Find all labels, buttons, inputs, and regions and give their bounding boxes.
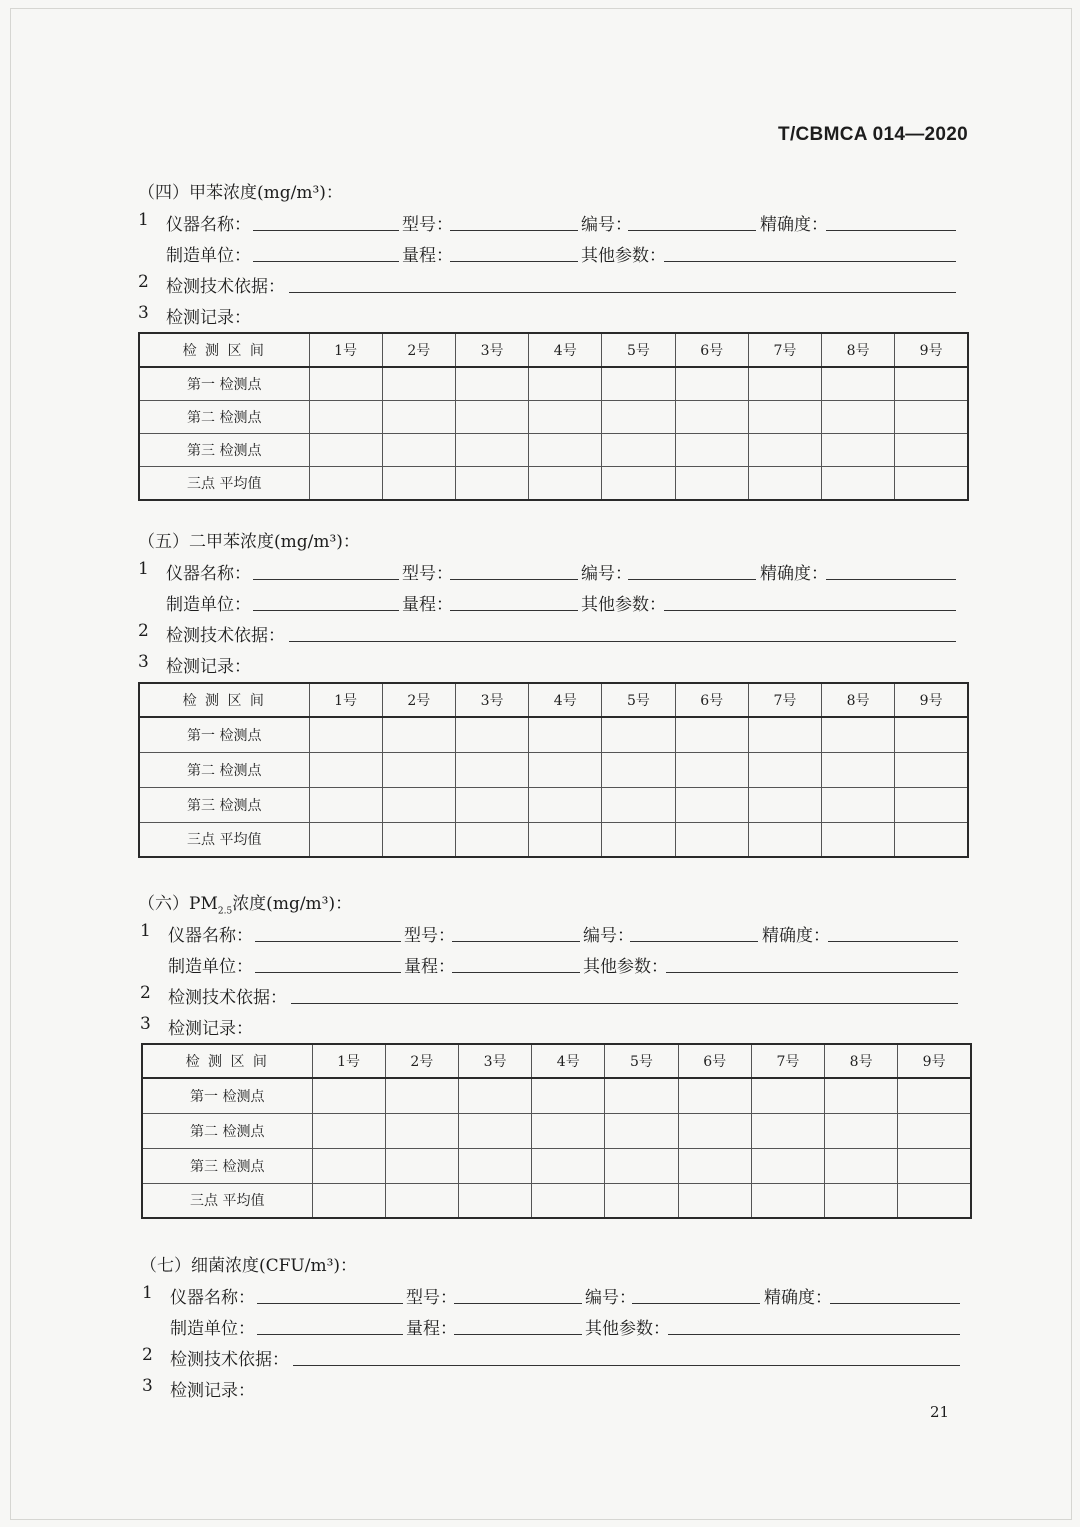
range-label: 量程：	[406, 1319, 457, 1339]
item-number: 1	[138, 559, 149, 579]
table-cell[interactable]	[825, 1148, 898, 1183]
table-cell[interactable]	[895, 787, 968, 822]
table-cell[interactable]	[458, 1113, 531, 1148]
table-cell[interactable]	[458, 1078, 531, 1113]
record-table	[138, 332, 969, 501]
model-label: 型号：	[402, 564, 453, 584]
accuracy-label: 精确度：	[760, 564, 828, 584]
table-cell[interactable]	[309, 717, 382, 752]
row-label: 第一 检测点	[142, 1078, 312, 1113]
column-header: 4号	[529, 333, 602, 367]
item-number: 2	[138, 621, 149, 641]
table-cell[interactable]	[822, 401, 895, 434]
table-cell[interactable]	[895, 367, 968, 401]
other-params-label: 其他参数：	[585, 1319, 670, 1339]
column-header: 3号	[458, 1044, 531, 1078]
table-cell[interactable]	[748, 822, 821, 857]
table-cell[interactable]	[312, 1078, 385, 1113]
section-title: （六）$PM_{2.5}$浓度(mg/m³)：	[138, 894, 353, 917]
accuracy-field[interactable]	[826, 559, 956, 580]
model-field[interactable]	[452, 921, 580, 942]
column-header: 1号	[309, 333, 382, 367]
table-cell[interactable]	[309, 434, 382, 467]
table-cell[interactable]	[751, 1148, 824, 1183]
column-header: 4号	[529, 683, 602, 717]
serial-field[interactable]	[632, 1283, 760, 1304]
table-cell[interactable]	[455, 822, 528, 857]
table-cell[interactable]	[455, 787, 528, 822]
range-label: 量程：	[402, 595, 453, 615]
table-cell[interactable]	[751, 1113, 824, 1148]
table-cell[interactable]	[748, 787, 821, 822]
other-params-field[interactable]	[668, 1314, 960, 1335]
table-cell[interactable]	[529, 434, 602, 467]
row-label: 三点 平均值	[139, 467, 309, 501]
item-number: 3	[138, 652, 149, 672]
table-cell[interactable]	[748, 401, 821, 434]
table-cell[interactable]	[748, 717, 821, 752]
column-header: 7号	[748, 333, 821, 367]
table-row	[139, 434, 968, 467]
table-cell[interactable]	[529, 787, 602, 822]
column-header: 8号	[822, 333, 895, 367]
item-number: 2	[140, 983, 151, 1003]
table-cell[interactable]	[458, 1183, 531, 1218]
column-header: 9号	[898, 1044, 971, 1078]
table-cell[interactable]	[748, 752, 821, 787]
table-cell[interactable]	[309, 752, 382, 787]
range-field[interactable]	[450, 590, 578, 611]
table-cell[interactable]	[455, 401, 528, 434]
table-cell[interactable]	[602, 787, 675, 822]
manufacturer-label: 制造单位：	[168, 957, 253, 977]
table-cell[interactable]	[455, 434, 528, 467]
model-field[interactable]	[454, 1283, 582, 1304]
table-cell[interactable]	[825, 1078, 898, 1113]
manufacturer-field[interactable]	[257, 1314, 403, 1335]
range-field[interactable]	[454, 1314, 582, 1335]
column-header: 5号	[602, 333, 675, 367]
serial-label: 编号：	[585, 1288, 636, 1308]
serial-field[interactable]	[628, 559, 756, 580]
table-cell[interactable]	[895, 401, 968, 434]
column-header: 1号	[309, 683, 382, 717]
table-cell[interactable]	[382, 717, 455, 752]
accuracy-field[interactable]	[830, 1283, 960, 1304]
table-cell[interactable]	[602, 401, 675, 434]
table-cell[interactable]	[385, 1148, 458, 1183]
item-number: 2	[142, 1345, 153, 1365]
table-cell[interactable]	[385, 1183, 458, 1218]
table-cell[interactable]	[309, 822, 382, 857]
manufacturer-field[interactable]	[255, 952, 401, 973]
table-cell[interactable]	[822, 717, 895, 752]
table-cell[interactable]	[529, 717, 602, 752]
table-row	[142, 1183, 971, 1218]
table-cell[interactable]	[529, 367, 602, 401]
table-cell[interactable]	[825, 1113, 898, 1148]
serial-field[interactable]	[630, 921, 758, 942]
serial-label: 编号：	[583, 926, 634, 946]
table-cell[interactable]	[385, 1113, 458, 1148]
table-cell[interactable]	[382, 434, 455, 467]
model-label: 型号：	[404, 926, 455, 946]
table-cell[interactable]	[895, 752, 968, 787]
instrument-name-label: 仪器名称：	[168, 926, 253, 946]
basis-label: 检测技术依据：	[166, 277, 285, 297]
table-cell[interactable]	[825, 1183, 898, 1218]
serial-label: 编号：	[581, 215, 632, 235]
basis-field[interactable]	[289, 621, 956, 642]
model-field[interactable]	[450, 559, 578, 580]
column-header: 6号	[678, 1044, 751, 1078]
table-cell[interactable]	[748, 434, 821, 467]
row-label: 第三 检测点	[142, 1148, 312, 1183]
item-number: 3	[138, 303, 149, 323]
other-params-field[interactable]	[664, 241, 956, 262]
table-row	[139, 787, 968, 822]
table-header-zone: 检 测 区 间	[142, 1044, 312, 1078]
table-cell[interactable]	[675, 822, 748, 857]
table-cell[interactable]	[309, 367, 382, 401]
record-table	[138, 682, 969, 858]
basis-field[interactable]	[289, 272, 956, 293]
model-label: 型号：	[406, 1288, 457, 1308]
table-cell[interactable]	[529, 822, 602, 857]
table-cell[interactable]	[678, 1183, 751, 1218]
accuracy-field[interactable]	[828, 921, 958, 942]
basis-label: 检测技术依据：	[166, 626, 285, 646]
table-cell[interactable]	[602, 822, 675, 857]
instrument-name-field[interactable]	[253, 210, 399, 231]
table-cell[interactable]	[382, 367, 455, 401]
table-cell[interactable]	[675, 717, 748, 752]
row-label: 三点 平均值	[142, 1183, 312, 1218]
basis-label: 检测技术依据：	[170, 1350, 289, 1370]
table-cell[interactable]	[678, 1148, 751, 1183]
table-cell[interactable]	[455, 467, 528, 501]
instrument-name-label: 仪器名称：	[170, 1288, 255, 1308]
table-cell[interactable]	[309, 401, 382, 434]
table-cell[interactable]	[898, 1148, 971, 1183]
item-number: 1	[138, 210, 149, 230]
range-label: 量程：	[404, 957, 455, 977]
record-label: 检测记录：	[166, 308, 251, 328]
table-cell[interactable]	[822, 367, 895, 401]
table-cell[interactable]	[605, 1148, 678, 1183]
table-row	[142, 1148, 971, 1183]
table-cell[interactable]	[898, 1113, 971, 1148]
table-row	[139, 752, 968, 787]
table-cell[interactable]	[382, 787, 455, 822]
row-label: 第三 检测点	[139, 787, 309, 822]
column-header: 2号	[382, 683, 455, 717]
item-number: 2	[138, 272, 149, 292]
instrument-name-field[interactable]	[253, 559, 399, 580]
table-cell[interactable]	[822, 787, 895, 822]
manufacturer-field[interactable]	[253, 241, 399, 262]
table-cell[interactable]	[309, 787, 382, 822]
record-label: 检测记录：	[168, 1019, 253, 1039]
record-label: 检测记录：	[166, 657, 251, 677]
table-cell[interactable]	[675, 467, 748, 501]
table-cell[interactable]	[312, 1113, 385, 1148]
table-cell[interactable]	[382, 822, 455, 857]
table-cell[interactable]	[455, 717, 528, 752]
table-cell[interactable]	[675, 787, 748, 822]
table-row	[142, 1078, 971, 1113]
basis-field[interactable]	[291, 983, 958, 1004]
range-field[interactable]	[452, 952, 580, 973]
table-cell[interactable]	[822, 467, 895, 501]
manufacturer-label: 制造单位：	[166, 595, 251, 615]
table-cell[interactable]	[532, 1148, 605, 1183]
row-label: 第二 检测点	[142, 1113, 312, 1148]
table-cell[interactable]	[382, 752, 455, 787]
table-row	[139, 822, 968, 857]
instrument-name-label: 仪器名称：	[166, 215, 251, 235]
table-cell[interactable]	[822, 752, 895, 787]
table-cell[interactable]	[895, 717, 968, 752]
column-header: 7号	[751, 1044, 824, 1078]
table-cell[interactable]	[529, 752, 602, 787]
model-label: 型号：	[402, 215, 453, 235]
row-label: 第二 检测点	[139, 752, 309, 787]
column-header: 3号	[455, 683, 528, 717]
basis-label: 检测技术依据：	[168, 988, 287, 1008]
table-cell[interactable]	[675, 367, 748, 401]
table-cell[interactable]	[602, 434, 675, 467]
record-label: 检测记录：	[170, 1381, 255, 1401]
table-cell[interactable]	[895, 467, 968, 501]
table-cell[interactable]	[455, 752, 528, 787]
instrument-name-field[interactable]	[257, 1283, 403, 1304]
table-cell[interactable]	[605, 1078, 678, 1113]
table-cell[interactable]	[602, 752, 675, 787]
column-header: 2号	[382, 333, 455, 367]
column-header: 6号	[675, 683, 748, 717]
table-cell[interactable]	[455, 367, 528, 401]
manufacturer-label: 制造单位：	[170, 1319, 255, 1339]
table-cell[interactable]	[822, 434, 895, 467]
table-cell[interactable]	[385, 1078, 458, 1113]
row-label: 三点 平均值	[139, 822, 309, 857]
table-cell[interactable]	[898, 1078, 971, 1113]
range-field[interactable]	[450, 241, 578, 262]
column-header: 2号	[385, 1044, 458, 1078]
serial-field[interactable]	[628, 210, 756, 231]
table-cell[interactable]	[458, 1148, 531, 1183]
column-header: 9号	[895, 333, 968, 367]
item-number: 3	[142, 1376, 153, 1396]
table-cell[interactable]	[532, 1078, 605, 1113]
column-header: 4号	[532, 1044, 605, 1078]
item-number: 1	[140, 921, 151, 941]
range-label: 量程：	[402, 246, 453, 266]
item-number: 1	[142, 1283, 153, 1303]
table-cell[interactable]	[532, 1113, 605, 1148]
table-cell[interactable]	[675, 434, 748, 467]
accuracy-field[interactable]	[826, 210, 956, 231]
manufacturer-label: 制造单位：	[166, 246, 251, 266]
table-cell[interactable]	[382, 467, 455, 501]
column-header: 3号	[455, 333, 528, 367]
row-label: 第三 检测点	[139, 434, 309, 467]
column-header: 5号	[605, 1044, 678, 1078]
model-field[interactable]	[450, 210, 578, 231]
page-number: 21	[930, 1403, 950, 1421]
serial-label: 编号：	[581, 564, 632, 584]
table-cell[interactable]	[678, 1113, 751, 1148]
record-table	[141, 1043, 972, 1219]
table-cell[interactable]	[532, 1183, 605, 1218]
column-header: 5号	[602, 683, 675, 717]
table-row	[139, 401, 968, 434]
table-cell[interactable]	[751, 1078, 824, 1113]
column-header: 8号	[825, 1044, 898, 1078]
table-cell[interactable]	[309, 467, 382, 501]
item-number: 3	[140, 1014, 151, 1034]
table-cell[interactable]	[895, 434, 968, 467]
table-cell[interactable]	[602, 467, 675, 501]
table-row	[142, 1113, 971, 1148]
table-header-zone: 检 测 区 间	[139, 683, 309, 717]
column-header: 6号	[675, 333, 748, 367]
instrument-name-label: 仪器名称：	[166, 564, 251, 584]
other-params-field[interactable]	[664, 590, 956, 611]
table-cell[interactable]	[312, 1148, 385, 1183]
column-header: 8号	[822, 683, 895, 717]
section-title: （五）二甲苯浓度(mg/m³)：	[138, 532, 360, 552]
column-header: 1号	[312, 1044, 385, 1078]
other-params-label: 其他参数：	[581, 595, 666, 615]
column-header: 7号	[748, 683, 821, 717]
section-title: （七）细菌浓度(CFU/m³)：	[140, 1256, 358, 1276]
table-cell[interactable]	[748, 367, 821, 401]
row-label: 第一 检测点	[139, 717, 309, 752]
table-cell[interactable]	[675, 401, 748, 434]
row-label: 第二 检测点	[139, 401, 309, 434]
table-cell[interactable]	[895, 822, 968, 857]
table-cell[interactable]	[751, 1183, 824, 1218]
accuracy-label: 精确度：	[762, 926, 830, 946]
table-cell[interactable]	[602, 367, 675, 401]
table-cell[interactable]	[675, 752, 748, 787]
table-cell[interactable]	[312, 1183, 385, 1218]
instrument-name-field[interactable]	[255, 921, 401, 942]
table-cell[interactable]	[822, 822, 895, 857]
manufacturer-field[interactable]	[253, 590, 399, 611]
section-title: （四）甲苯浓度(mg/m³)：	[138, 183, 343, 203]
accuracy-label: 精确度：	[760, 215, 828, 235]
table-cell[interactable]	[605, 1183, 678, 1218]
row-label: 第一 检测点	[139, 367, 309, 401]
table-cell[interactable]	[602, 717, 675, 752]
table-cell[interactable]	[382, 401, 455, 434]
table-cell[interactable]	[898, 1183, 971, 1218]
table-header-zone: 检 测 区 间	[139, 333, 309, 367]
table-row	[139, 467, 968, 501]
table-cell[interactable]	[529, 467, 602, 501]
other-params-label: 其他参数：	[583, 957, 668, 977]
other-params-field[interactable]	[666, 952, 958, 973]
table-row	[139, 717, 968, 752]
document-code: T/CBMCA 014—2020	[778, 124, 968, 145]
table-cell[interactable]	[529, 401, 602, 434]
table-cell[interactable]	[748, 467, 821, 501]
table-cell[interactable]	[678, 1078, 751, 1113]
other-params-label: 其他参数：	[581, 246, 666, 266]
accuracy-label: 精确度：	[764, 1288, 832, 1308]
column-header: 9号	[895, 683, 968, 717]
table-cell[interactable]	[605, 1113, 678, 1148]
table-row	[139, 367, 968, 401]
basis-field[interactable]	[293, 1345, 960, 1366]
